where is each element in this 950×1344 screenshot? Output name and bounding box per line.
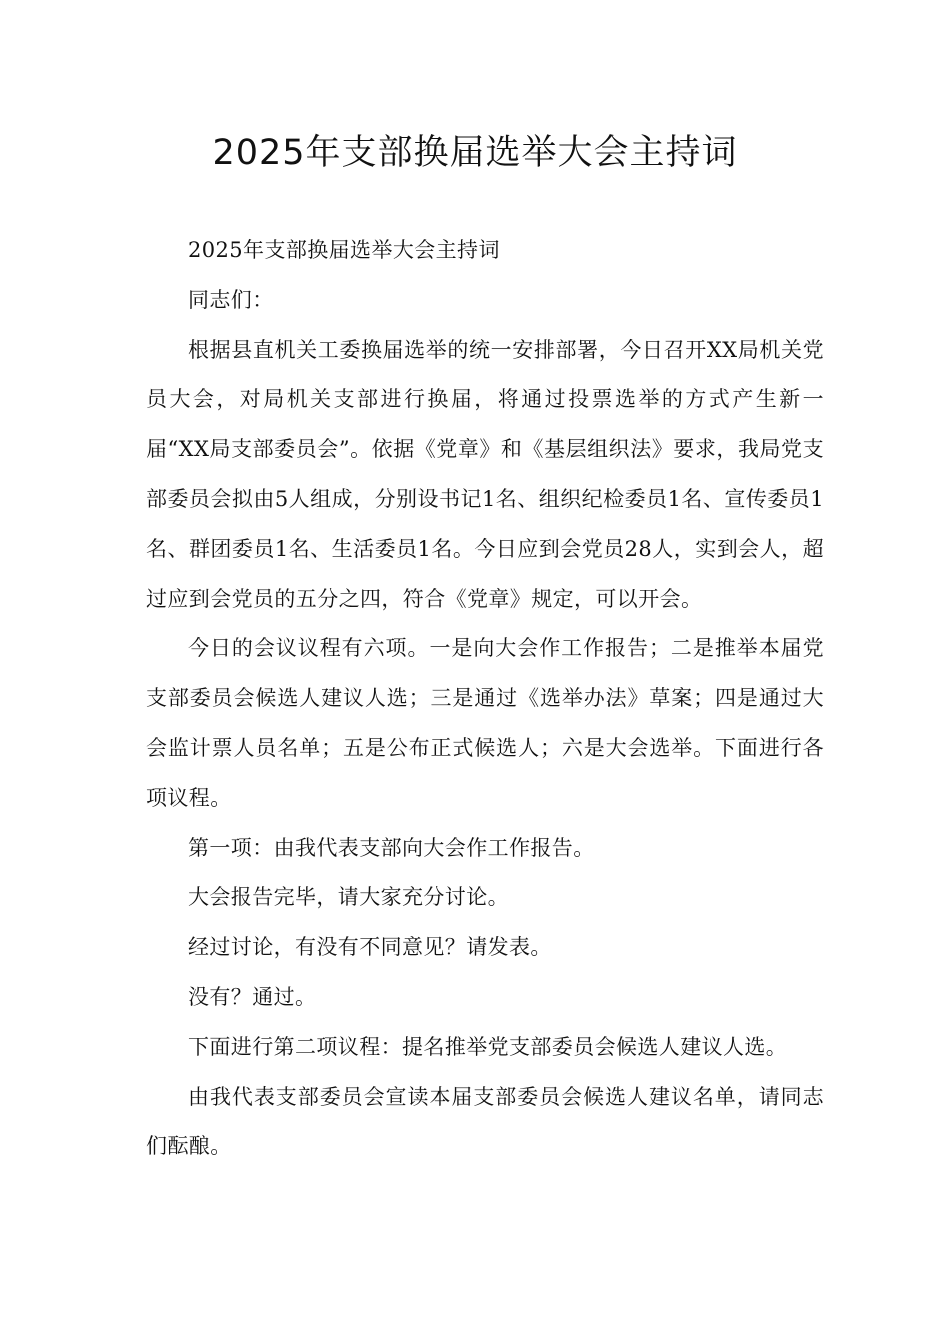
paragraph-discussion: 大会报告完毕，请大家充分讨论。 <box>188 885 509 910</box>
paragraph-item-one: 第一项：由我代表支部向大会作工作报告。 <box>188 835 595 860</box>
paragraph-opinions: 经过讨论，有没有不同意见？请发表。 <box>188 935 552 960</box>
paragraph-background: 根据县直机关工委换届选举的统一安排部署，今日召开XX局机关党员大会，对局机关支部进行换届，将通过投票选举的方式产生新一届“XX局支部委员会”。依据《党章》和《基层组织法》要求，我局党支部委员会拟由5人组成，分别设书记1名、组织纪检委员1名、宣传委员1名、群团委员1名、生活委员1名。今日应到会党员28人，实到会人，超过应到会党员的五分之四，符合《党章》规定，可以开会。 <box>146 337 824 611</box>
paragraph-agenda: 今日的会议议程有六项。一是向大会作工作报告；二是推举本届党支部委员会候选人建议人选；三是通过《选举办法》草案；四是通过大会监计票人员名单；五是公布正式候选人；六是大会选举。下面进行各项议程。 <box>146 636 824 810</box>
paragraph-passed: 没有？通过。 <box>188 984 317 1009</box>
document-body <box>146 226 824 1172</box>
paragraph-salutation: 同志们： <box>188 287 274 312</box>
document-title: 2025年支部换届选举大会主持词 <box>212 133 738 173</box>
paragraph-nominees: 由我代表支部委员会宣读本届支部委员会候选人建议名单，请同志们酝酿。 <box>146 1084 824 1159</box>
paragraph-heading: 2025年支部换届选举大会主持词 <box>188 238 500 262</box>
paragraph-item-two: 下面进行第二项议程：提名推举党支部委员会候选人建议人选。 <box>188 1034 788 1059</box>
